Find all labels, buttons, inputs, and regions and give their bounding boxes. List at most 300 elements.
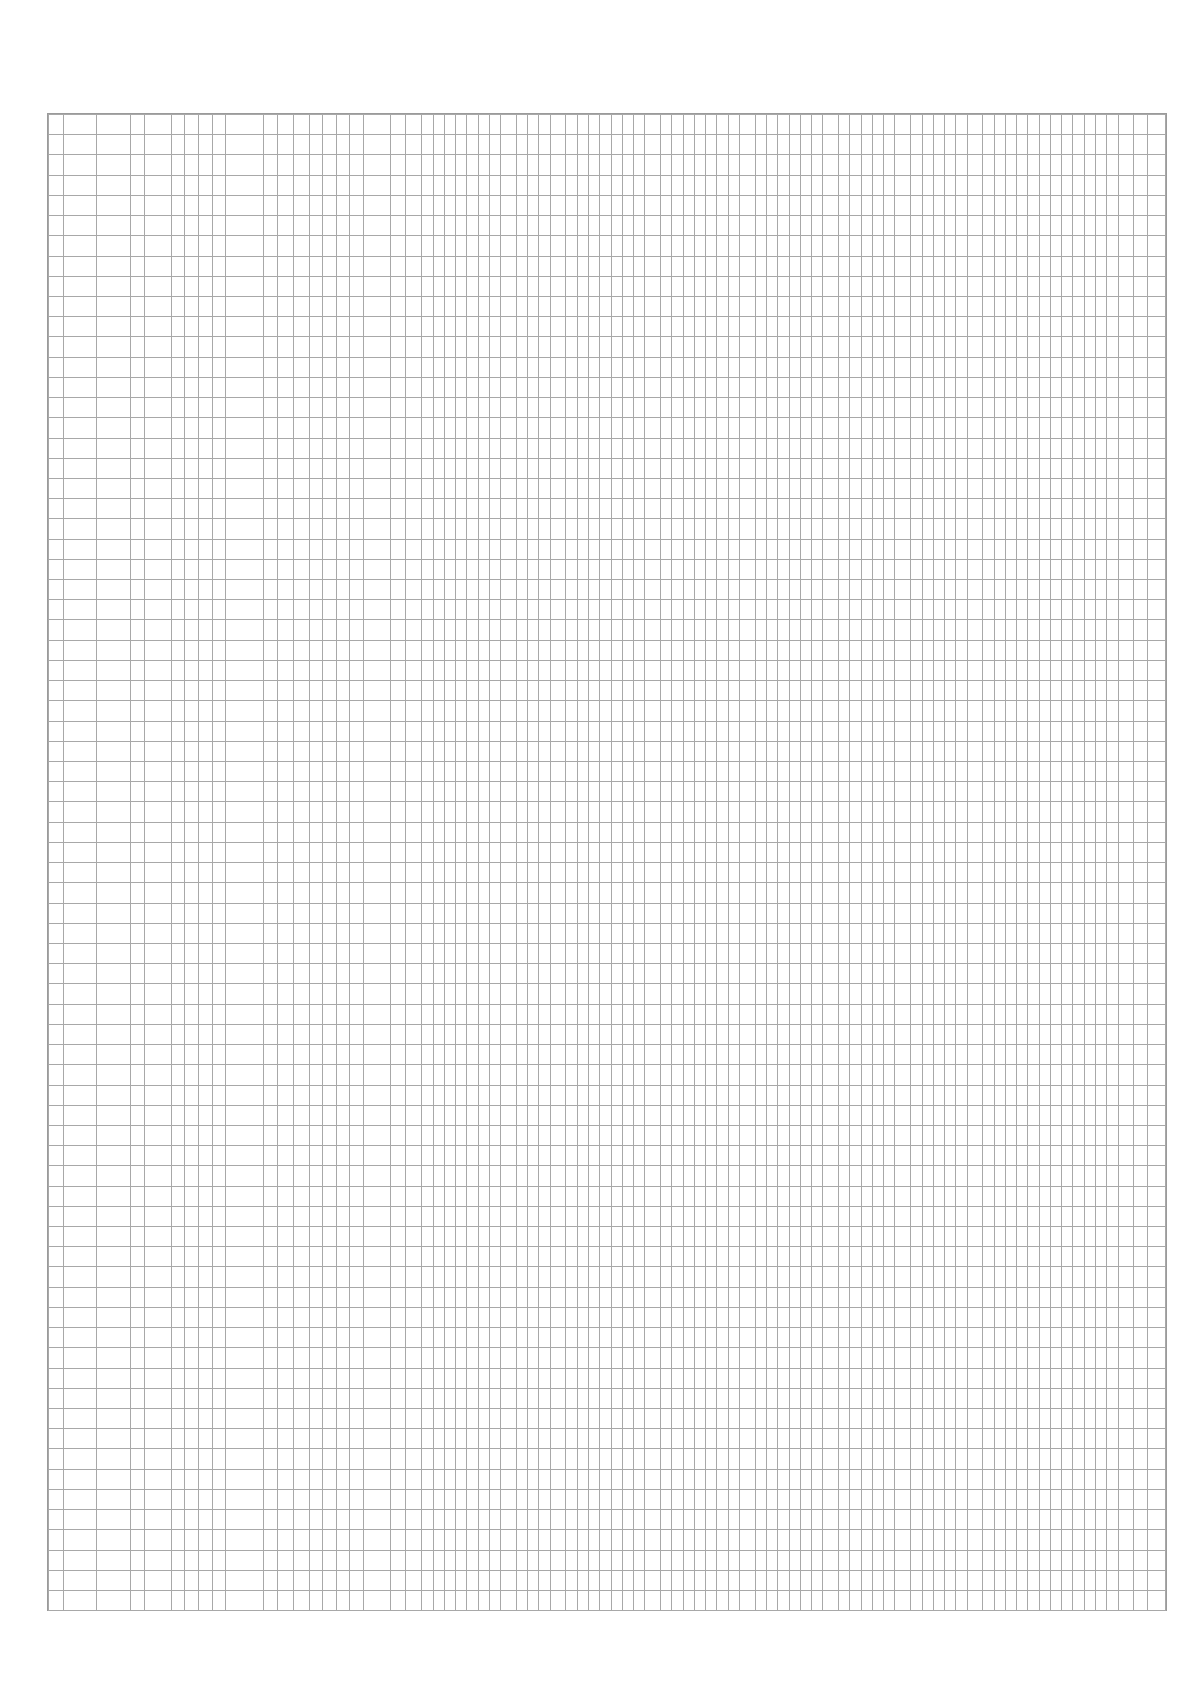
table-cell <box>755 337 766 357</box>
table-cell <box>739 296 755 316</box>
table-cell <box>456 903 467 923</box>
table-cell <box>739 1024 755 1044</box>
table-cell <box>309 1227 323 1247</box>
table-cell <box>728 1186 739 1206</box>
table-cell <box>634 883 645 903</box>
table-cell <box>226 458 264 478</box>
table-cell <box>226 478 264 498</box>
table-cell <box>1017 135 1028 155</box>
table-cell <box>63 458 97 478</box>
table-cell <box>767 256 778 276</box>
table-cell <box>336 519 350 539</box>
table-cell <box>956 681 967 701</box>
table-cell <box>850 1206 861 1226</box>
table-cell <box>516 762 527 782</box>
table-cell <box>661 195 672 215</box>
table-cell <box>516 115 527 135</box>
table-cell <box>1017 943 1028 963</box>
table-cell <box>911 762 922 782</box>
table-cell <box>406 337 422 357</box>
table-cell <box>539 1024 550 1044</box>
table-cell <box>755 155 766 175</box>
table-cell <box>778 681 789 701</box>
table-cell <box>422 1065 433 1085</box>
table-cell <box>812 863 823 883</box>
table-cell <box>293 600 309 620</box>
table-cell <box>672 701 683 721</box>
table-cell <box>933 580 944 600</box>
table-cell <box>600 721 611 741</box>
table-cell <box>390 1004 406 1024</box>
table-cell <box>489 256 500 276</box>
table-cell <box>922 377 933 397</box>
table-cell <box>323 1146 337 1166</box>
table-cell <box>323 458 337 478</box>
table-cell <box>406 600 422 620</box>
table-cell <box>198 863 212 883</box>
table-cell <box>1073 1307 1084 1327</box>
table-cell <box>566 943 577 963</box>
table-cell <box>994 317 1005 337</box>
table-cell <box>789 1004 800 1024</box>
table-cell <box>63 883 97 903</box>
table-cell <box>694 1166 705 1186</box>
table-cell <box>226 296 264 316</box>
table-cell <box>622 1004 633 1024</box>
table-cell <box>717 519 728 539</box>
table-cell <box>293 762 309 782</box>
table-cell <box>577 1307 588 1327</box>
table-cell <box>264 1024 278 1044</box>
table-cell <box>550 903 566 923</box>
table-cell <box>1107 1307 1118 1327</box>
table-cell <box>739 1146 755 1166</box>
table-cell <box>144 256 171 276</box>
table-cell <box>422 923 433 943</box>
table-cell <box>49 1065 64 1085</box>
table-cell <box>823 1307 839 1327</box>
table-cell <box>226 1328 264 1348</box>
table-cell <box>634 1166 645 1186</box>
table-cell <box>1005 883 1016 903</box>
table-cell <box>1028 620 1039 640</box>
table-cell <box>577 155 588 175</box>
table-cell <box>956 1287 967 1307</box>
table-cell <box>1134 539 1148 559</box>
table-cell <box>1062 438 1073 458</box>
table-cell <box>501 377 517 397</box>
table-cell <box>350 822 364 842</box>
table-cell <box>706 1065 717 1085</box>
table-cell <box>728 802 739 822</box>
table-cell <box>872 115 883 135</box>
table-cell <box>501 721 517 741</box>
table-cell <box>309 1085 323 1105</box>
table-cell <box>323 377 337 397</box>
table-cell <box>1084 640 1095 660</box>
table-cell <box>622 1247 633 1267</box>
table-cell <box>1050 660 1061 680</box>
table-cell <box>1118 1004 1134 1024</box>
table-cell <box>872 660 883 680</box>
table-cell <box>1028 559 1039 579</box>
table-cell <box>277 1267 293 1287</box>
table-cell <box>739 580 755 600</box>
table-cell <box>309 1267 323 1287</box>
table-cell <box>501 155 517 175</box>
table-row <box>49 1085 1166 1105</box>
table-cell <box>933 438 944 458</box>
table-cell <box>1096 721 1107 741</box>
table-cell <box>293 1328 309 1348</box>
table-cell <box>884 660 895 680</box>
table-cell <box>767 923 778 943</box>
table-cell <box>812 1267 823 1287</box>
table-cell <box>444 660 455 680</box>
table-cell <box>577 438 588 458</box>
table-cell <box>550 620 566 640</box>
table-cell <box>198 660 212 680</box>
table-cell <box>49 984 64 1004</box>
table-cell <box>1039 1065 1050 1085</box>
table-cell <box>1039 1206 1050 1226</box>
table-cell <box>839 1004 850 1024</box>
table-cell <box>872 458 883 478</box>
table-cell <box>1050 1227 1061 1247</box>
table-cell <box>467 842 478 862</box>
table-cell <box>922 135 933 155</box>
table-cell <box>390 721 406 741</box>
table-cell <box>97 1004 131 1024</box>
table-cell <box>600 842 611 862</box>
table-cell <box>1017 822 1028 842</box>
table-cell <box>812 1004 823 1024</box>
table-cell <box>293 1307 309 1327</box>
table-cell <box>884 681 895 701</box>
table-cell <box>336 964 350 984</box>
table-cell <box>539 701 550 721</box>
table-cell <box>550 377 566 397</box>
table-cell <box>97 438 131 458</box>
table-cell <box>550 1045 566 1065</box>
table-cell <box>390 377 406 397</box>
table-cell <box>444 1085 455 1105</box>
table-cell <box>171 1105 185 1125</box>
table-cell <box>922 216 933 236</box>
table-cell <box>778 984 789 1004</box>
table-cell <box>872 499 883 519</box>
table-cell <box>800 701 811 721</box>
table-cell <box>63 135 97 155</box>
table-cell <box>1039 296 1050 316</box>
table-cell <box>406 640 422 660</box>
table-cell <box>539 1045 550 1065</box>
table-cell <box>1107 600 1118 620</box>
table-cell <box>850 317 861 337</box>
table-cell <box>1062 175 1073 195</box>
table-cell <box>323 580 337 600</box>
table-cell <box>778 539 789 559</box>
table-cell <box>539 115 550 135</box>
table-cell <box>363 357 390 377</box>
table-cell <box>694 559 705 579</box>
table-cell <box>778 1146 789 1166</box>
table-cell <box>566 822 577 842</box>
table-cell <box>363 1085 390 1105</box>
table-cell <box>63 964 97 984</box>
table-cell <box>444 782 455 802</box>
table-cell <box>97 580 131 600</box>
table-cell <box>728 478 739 498</box>
table-cell <box>895 1287 911 1307</box>
table-cell <box>1134 377 1148 397</box>
table-cell <box>1050 863 1061 883</box>
table-cell <box>171 559 185 579</box>
table-cell <box>293 883 309 903</box>
table-cell <box>577 883 588 903</box>
table-cell <box>895 1307 911 1327</box>
table-cell <box>778 236 789 256</box>
table-cell <box>577 256 588 276</box>
table-cell <box>983 1227 994 1247</box>
table-cell <box>433 438 444 458</box>
table-cell <box>839 155 850 175</box>
table-cell <box>683 519 694 539</box>
table-cell <box>309 115 323 135</box>
table-cell <box>309 296 323 316</box>
table-cell <box>501 1186 517 1206</box>
table-cell <box>1017 681 1028 701</box>
table-cell <box>1147 822 1165 842</box>
table-cell <box>967 923 983 943</box>
table-cell <box>789 1146 800 1166</box>
table-cell <box>444 1105 455 1125</box>
table-cell <box>539 1206 550 1226</box>
table-cell <box>694 115 705 135</box>
table-cell <box>895 964 911 984</box>
table-cell <box>277 1024 293 1044</box>
table-cell <box>478 660 489 680</box>
table-cell <box>456 1045 467 1065</box>
table-cell <box>645 1146 661 1166</box>
table-cell <box>1134 357 1148 377</box>
table-cell <box>390 660 406 680</box>
table-cell <box>634 1307 645 1327</box>
table-cell <box>850 398 861 418</box>
table-cell <box>212 135 226 155</box>
table-cell <box>611 923 622 943</box>
table-cell <box>956 1085 967 1105</box>
table-cell <box>789 842 800 862</box>
table-cell <box>264 1206 278 1226</box>
table-cell <box>800 1065 811 1085</box>
table-cell <box>433 216 444 236</box>
table-cell <box>755 701 766 721</box>
table-cell <box>956 1045 967 1065</box>
table-cell <box>1134 519 1148 539</box>
table-cell <box>622 1146 633 1166</box>
table-cell <box>1028 762 1039 782</box>
table-cell <box>739 681 755 701</box>
table-cell <box>277 903 293 923</box>
table-cell <box>49 580 64 600</box>
table-cell <box>933 1125 944 1145</box>
table-cell <box>422 842 433 862</box>
table-cell <box>456 398 467 418</box>
table-cell <box>406 478 422 498</box>
table-cell <box>97 256 131 276</box>
table-cell <box>489 741 500 761</box>
table-cell <box>861 903 872 923</box>
table-cell <box>264 539 278 559</box>
table-cell <box>171 216 185 236</box>
table-cell <box>861 115 872 135</box>
table-cell <box>1118 398 1134 418</box>
table-cell <box>49 175 64 195</box>
table-cell <box>1062 276 1073 296</box>
table-cell <box>1028 964 1039 984</box>
table-cell <box>823 1227 839 1247</box>
table-cell <box>1039 337 1050 357</box>
table-cell <box>185 822 199 842</box>
table-cell <box>323 1166 337 1186</box>
table-cell <box>566 923 577 943</box>
table-cell <box>933 681 944 701</box>
table-cell <box>1039 195 1050 215</box>
table-cell <box>945 1307 956 1327</box>
table-cell <box>456 256 467 276</box>
table-cell <box>967 195 983 215</box>
table-cell <box>600 883 611 903</box>
table-cell <box>489 1206 500 1226</box>
table-cell <box>1073 762 1084 782</box>
table-cell <box>661 175 672 195</box>
table-cell <box>1017 741 1028 761</box>
table-cell <box>264 438 278 458</box>
table-cell <box>872 923 883 943</box>
table-cell <box>277 660 293 680</box>
table-cell <box>577 195 588 215</box>
table-cell <box>800 842 811 862</box>
table-cell <box>422 135 433 155</box>
table-cell <box>277 600 293 620</box>
table-cell <box>456 458 467 478</box>
table-cell <box>739 620 755 640</box>
table-cell <box>600 681 611 701</box>
table-cell <box>717 216 728 236</box>
table-cell <box>264 195 278 215</box>
table-cell <box>728 640 739 660</box>
table-cell <box>1017 1166 1028 1186</box>
table-cell <box>672 1166 683 1186</box>
table-cell <box>850 842 861 862</box>
table-cell <box>945 1045 956 1065</box>
table-cell <box>728 115 739 135</box>
table-cell <box>516 863 527 883</box>
table-cell <box>956 377 967 397</box>
table-cell <box>861 559 872 579</box>
table-cell <box>1017 216 1028 236</box>
table-cell <box>1017 519 1028 539</box>
table-cell <box>478 620 489 640</box>
table-cell <box>634 1065 645 1085</box>
table-cell <box>478 377 489 397</box>
table-cell <box>539 883 550 903</box>
table-cell <box>983 822 994 842</box>
table-cell <box>1005 357 1016 377</box>
table-cell <box>1073 398 1084 418</box>
table-cell <box>823 1004 839 1024</box>
table-cell <box>97 1287 131 1307</box>
table-cell <box>1107 357 1118 377</box>
table-cell <box>226 903 264 923</box>
table-cell <box>489 620 500 640</box>
table-cell <box>778 1045 789 1065</box>
table-cell <box>956 640 967 660</box>
table-cell <box>895 256 911 276</box>
table-cell <box>1050 317 1061 337</box>
table-cell <box>861 1146 872 1166</box>
table-cell <box>264 216 278 236</box>
table-cell <box>539 438 550 458</box>
table-cell <box>1118 115 1134 135</box>
table-cell <box>611 721 622 741</box>
table-cell <box>212 317 226 337</box>
table-cell <box>185 580 199 600</box>
table-cell <box>728 155 739 175</box>
table-cell <box>683 660 694 680</box>
table-cell <box>433 640 444 660</box>
table-cell <box>350 1227 364 1247</box>
table-cell <box>622 296 633 316</box>
table-cell <box>1107 1146 1118 1166</box>
table-cell <box>293 276 309 296</box>
table-cell <box>755 256 766 276</box>
table-cell <box>945 1146 956 1166</box>
table-cell <box>478 802 489 822</box>
table-cell <box>1050 1247 1061 1267</box>
table-cell <box>566 115 577 135</box>
table-cell <box>406 1146 422 1166</box>
table-cell <box>1107 296 1118 316</box>
table-cell <box>97 1105 131 1125</box>
table-cell <box>1005 418 1016 438</box>
table-cell <box>49 195 64 215</box>
table-row <box>49 1146 1166 1166</box>
table-cell <box>634 1085 645 1105</box>
table-row <box>49 802 1166 822</box>
table-cell <box>1134 660 1148 680</box>
table-cell <box>1017 1024 1028 1044</box>
table-cell <box>884 782 895 802</box>
table-cell <box>922 1004 933 1024</box>
table-cell <box>444 337 455 357</box>
table-cell <box>1073 1024 1084 1044</box>
table-cell <box>539 923 550 943</box>
table-cell <box>212 1267 226 1287</box>
table-cell <box>550 1024 566 1044</box>
table-cell <box>728 499 739 519</box>
table-cell <box>1073 478 1084 498</box>
table-cell <box>264 559 278 579</box>
table-cell <box>755 1105 766 1125</box>
table-cell <box>611 256 622 276</box>
table-cell <box>706 135 717 155</box>
table-cell <box>1118 296 1134 316</box>
table-cell <box>406 1105 422 1125</box>
table-cell <box>706 478 717 498</box>
table-cell <box>1118 1085 1134 1105</box>
